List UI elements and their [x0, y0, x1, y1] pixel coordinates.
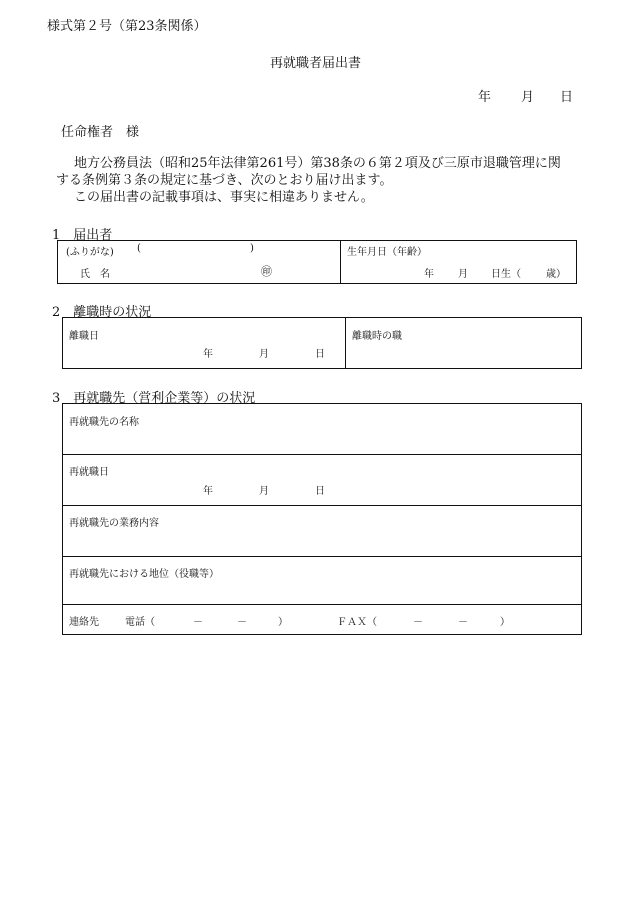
age-suffix: 歳） [546, 269, 566, 280]
retirement-divider [345, 317, 346, 369]
form-number: 様式第２号（第23条関係） [47, 19, 207, 34]
fax-label: ＦＡＸ（ [337, 617, 377, 628]
page-title: 再就職者届出書 [270, 56, 362, 71]
section2-heading: 2 離職時の状況 [52, 305, 152, 320]
intro-paragraph [56, 155, 596, 206]
reemploy-date-label: 再就職日 [69, 467, 109, 478]
date-month-label: 月 [521, 90, 535, 105]
phone-label: 電話（ [125, 617, 155, 628]
row-divider-4 [62, 604, 582, 605]
phone-dash-1: － [193, 617, 203, 628]
employer-name-label: 再就職先の名称 [69, 417, 139, 428]
fax-close-paren: ） [500, 617, 510, 628]
phone-dash-2: － [237, 617, 247, 628]
retire-day: 日 [315, 349, 325, 360]
retire-year: 年 [203, 349, 213, 360]
name-label: 氏 名 [80, 269, 110, 280]
fax-dash-2: － [458, 617, 468, 628]
birth-day: 日生（ [491, 269, 521, 280]
furigana-paren-close: ) [250, 243, 254, 254]
date-year-label: 年 [478, 90, 492, 105]
phone-close-paren: ） [278, 617, 288, 628]
row-divider-3 [62, 556, 582, 557]
retire-position-label: 離職時の職 [352, 331, 402, 342]
seal-mark: ㊞ [261, 265, 272, 278]
row-divider-1 [62, 454, 582, 455]
addressee: 任命権者 様 [61, 125, 140, 140]
retire-month: 月 [259, 349, 269, 360]
reporter-divider [340, 240, 341, 284]
fax-dash-1: － [413, 617, 423, 628]
section1-heading: 1 届出者 [52, 228, 113, 243]
furigana-label: (ふりがな) [66, 247, 114, 258]
reemploy-month: 月 [259, 486, 269, 497]
reemploy-year: 年 [203, 486, 213, 497]
retirement-table [62, 317, 582, 369]
position-label: 再就職先における地位（役職等） [69, 569, 219, 580]
birth-year: 年 [424, 269, 434, 280]
furigana-paren-open: ( [137, 243, 141, 254]
intro-line-3: この届出書の記載事項は、事実に相違ありません。 [74, 190, 374, 205]
business-label: 再就職先の業務内容 [69, 518, 159, 529]
retire-date-label: 離職日 [69, 331, 99, 342]
row-divider-2 [62, 505, 582, 506]
date-day-label: 日 [560, 90, 574, 105]
birth-month: 月 [458, 269, 468, 280]
reemploy-day: 日 [315, 486, 325, 497]
contact-label: 連絡先 [69, 617, 99, 628]
intro-line-1: 地方公務員法（昭和25年法律第261号）第38条の６第２項及び三原市退職管理に関 [74, 156, 561, 171]
section3-heading: 3 再就職先（営利企業等）の状況 [52, 391, 256, 406]
birth-label: 生年月日（年齢） [347, 247, 427, 258]
intro-line-2: する条例第３条の規定に基づき、次のとおり届け出ます。 [56, 173, 393, 188]
